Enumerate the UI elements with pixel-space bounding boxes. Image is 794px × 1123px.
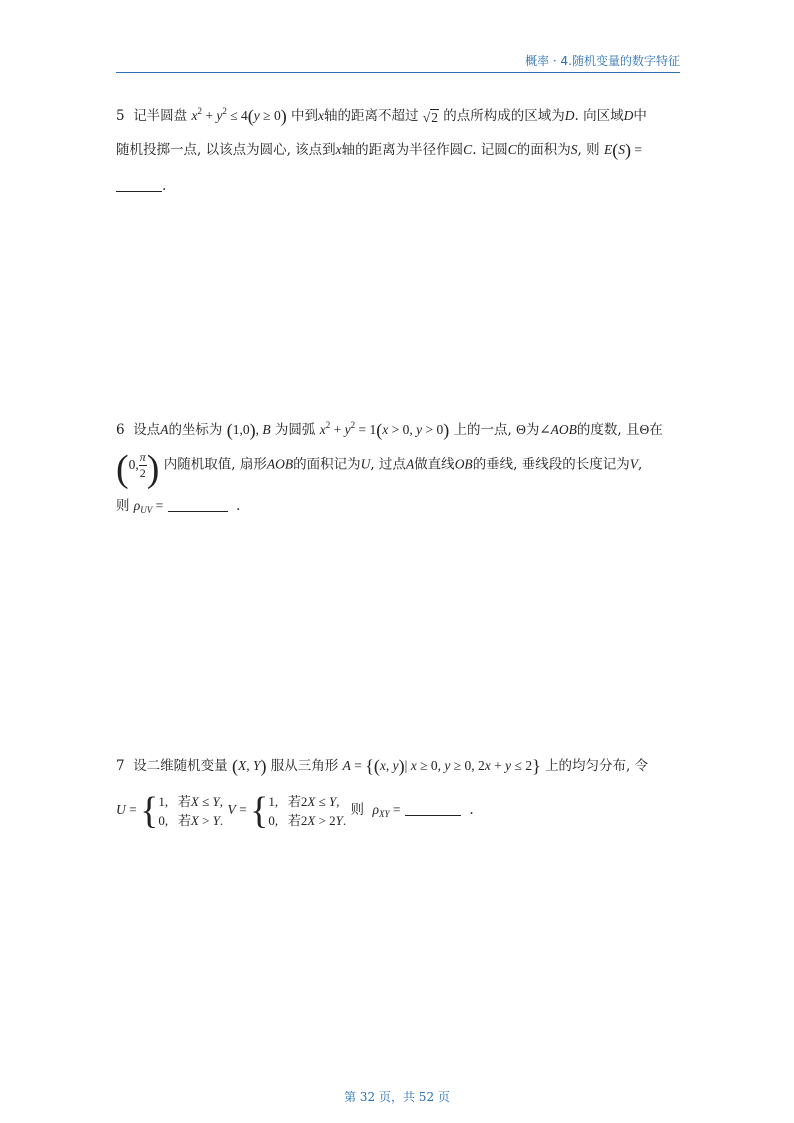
math-correlation-xy: $\rho_{XY}$ = xyxy=(372,802,401,820)
math-disk: $x^2 + y^2 \le 4(y \ge 0)$ xyxy=(191,106,287,126)
question-7: 7 设二维随机变量 (X, Y) 服从三角形 A = {(x, y)| x ≥ 0, y ≥ 0, 2x + y ≤ 2} 上的均匀分布, 令 U = {1, 若X ≤ Y, 0, 若X > Y. V = {1, 若2X ≤ Y, 0, 若2X > 2Y. 则 $\rho_{XY}$ = . xyxy=(116,756,649,832)
math-v-definition: V = {1, 若2X ≤ Y, 0, 若2X > 2Y. xyxy=(227,790,347,832)
answer-blank[interactable] xyxy=(168,499,228,512)
question-5: 5 记半圆盘 $x^2 + y^2 \le 4(y \ge 0)$ 中到x轴的距离不超过 √2 的点所构成的区域为D. 向区域D中 随机投掷一点, 以该点为圆心, 该点到x轴的距离为半径作圆C. 记圆C的面积为S, 则 E(S) = . xyxy=(116,106,647,194)
page-footer: 第 32 页，共 52 页 xyxy=(344,1090,450,1104)
math-arc: $x^2 + y^2 = 1(x > 0$, y > 0) xyxy=(319,420,450,440)
question-number: 5 xyxy=(116,108,125,124)
question-6: 6 设点A的坐标为 (1,0), B 为圆弧 $x^2 + y^2 = 1(x > 0$, y > 0) 上的一点, Θ为∠AOB的度数, 且Θ在 (0, $\frac{\pi}{2}$ ) 内随机取值, 扇形AOB的面积记为U, 过点A做直线OB的垂线, 垂线段的长度记为V, 则 $\rho_{UV}$ = . xyxy=(116,420,663,515)
math-u-definition: U = {1, 若X ≤ Y, 0, 若X > Y. xyxy=(116,790,224,832)
math-expectation: E(S) = xyxy=(603,140,642,160)
math-point-a: (1,0), B xyxy=(226,420,271,440)
math-correlation-uv: $\rho_{UV}$ = xyxy=(133,498,164,515)
math-interval: (0, $\frac{\pi}{2}$ ) xyxy=(116,447,160,490)
math-xy: (X, Y) xyxy=(231,756,267,776)
answer-blank[interactable] xyxy=(405,803,461,816)
answer-blank[interactable] xyxy=(116,179,162,192)
math-triangle-set: A = {(x, y)| x ≥ 0, y ≥ 0, 2x + y ≤ 2} xyxy=(342,756,541,776)
running-header: 概率 · 4.随机变量的数字特征 xyxy=(525,54,680,68)
header-rule xyxy=(116,72,680,73)
math-sqrt2: √2 xyxy=(422,110,438,125)
question-number: 6 xyxy=(116,422,125,438)
question-number: 7 xyxy=(116,758,125,774)
